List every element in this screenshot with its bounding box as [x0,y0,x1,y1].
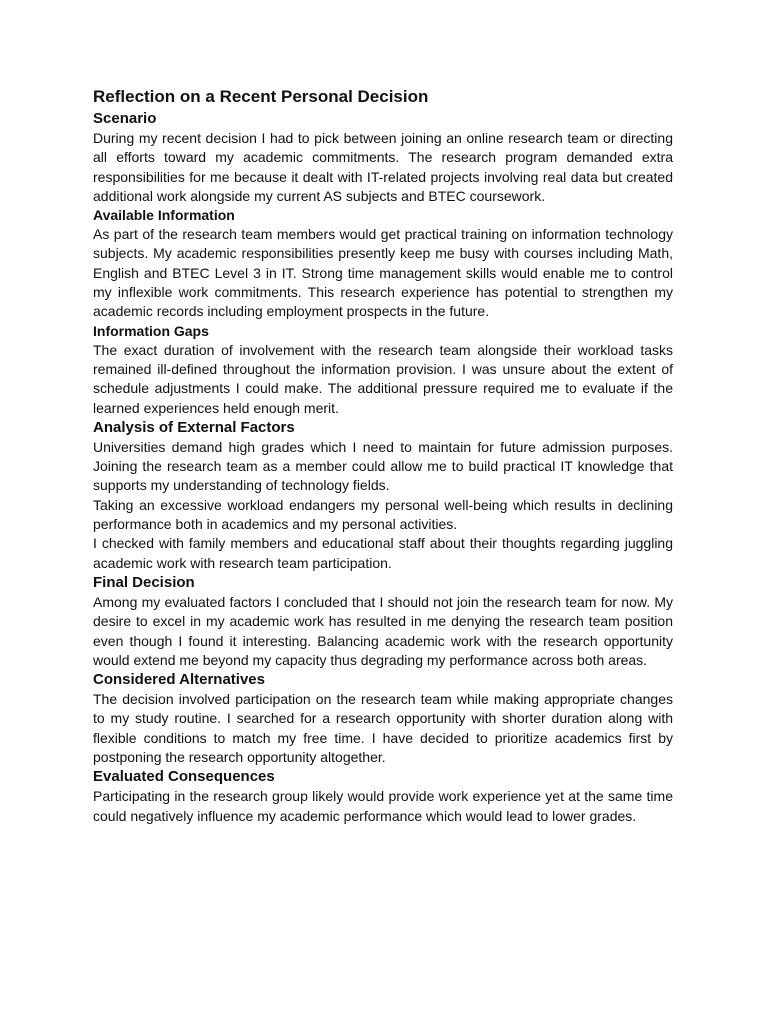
paragraph: Among my evaluated factors I concluded that I should not join the research team for now. My desire to excel in my academic work has resulted in me denying the research team position even though I found it interesting. Balancing academic work with the research opportunity would extend me beyond my capacity thus degrading my performance across both areas. [93,593,673,668]
document-body [93,109,673,826]
section-final-decision [93,573,673,670]
paragraph: Participating in the research group likely would provide work experience yet at the same time could negatively influence my academic performance which would lead to lower grades. [93,788,673,824]
section-heading: Scenario [93,110,157,127]
document-page [93,86,673,826]
paragraph: As part of the research team members would get practical training on information technology subjects. My academic responsibilities presently keep me busy with courses including Math, English and BTEC Level 3 in IT. Strong time management skills would enable me to control my inflexible work commitments. This research experience has potential to strengthen my academic records including employment prospects in the future. [93,226,673,320]
section-heading: Considered Alternatives [93,671,265,689]
section-information-gaps [93,322,673,418]
section-considered-alternatives [93,670,673,767]
section-heading: Available Information [93,207,235,224]
section-scenario [93,109,673,206]
paragraph: I checked with family members and educational staff about their thoughts regarding juggling academic work with research team participation. [93,535,673,571]
paragraph: During my recent decision I had to pick between joining an online research team or directing all efforts toward my academic commitments. The research program demanded extra responsibilities for me because it dealt with IT-related projects involving real data but created additional work alongside my current AS subjects and BTEC coursework. [93,130,673,204]
section-heading: Final Decision [93,573,195,591]
section-heading: Analysis of External Factors [93,418,295,436]
paragraph: Taking an excessive workload endangers my personal well-being which results in declining performance both in academics and my personal activities. [93,496,673,533]
section-available-information [93,206,673,321]
section-heading: Information Gaps [93,322,209,339]
section-evaluated-consequences [93,767,673,826]
document-title: Reflection on a Recent Personal Decision [93,87,429,106]
paragraph: Universities demand high grades which I need to maintain for future admission purposes. Joining the research team as a member could allow me to build practical IT knowledge that supports my understanding of technology fields. [93,438,673,494]
paragraph: The exact duration of involvement with the research team alongside their workload tasks remained ill-defined throughout the information provision. I was unsure about the extent of schedule adjustments I could make. The additional pressure required me to evaluate if the learned experiences held enough merit. [93,341,673,416]
paragraph: The decision involved participation on the research team while making appropriate changes to my study routine. I searched for a research opportunity with shorter duration along with flexible conditions to match my free time. I have decided to prioritize academics first by postponing the research opportunity altogether. [93,691,673,766]
section-heading: Evaluated Consequences [93,768,275,786]
section-analysis-of-external-factors [93,418,673,573]
